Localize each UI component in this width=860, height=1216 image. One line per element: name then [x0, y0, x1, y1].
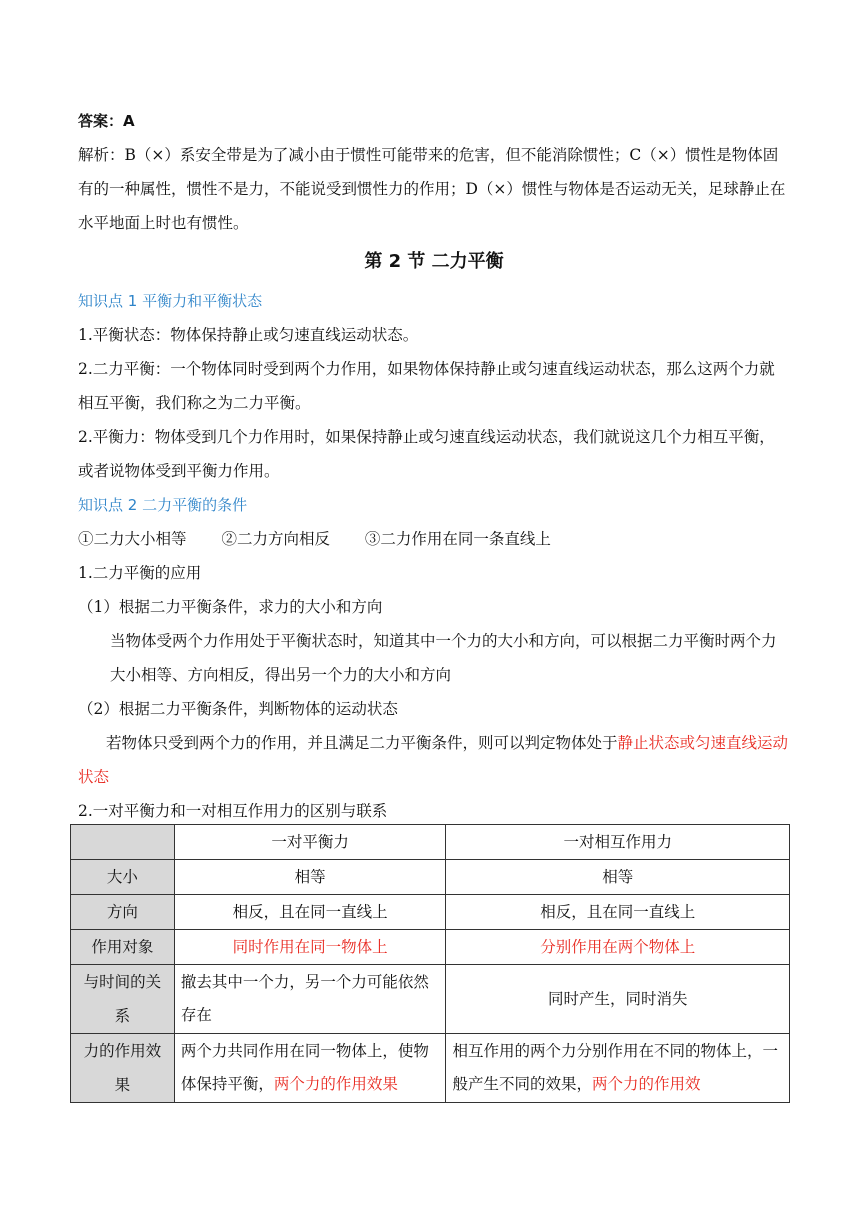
cell-direction-balance: 相反，且在同一直线上: [174, 895, 446, 930]
document-page: [78, 104, 790, 828]
table-row: [71, 895, 790, 930]
effect-balance-red: 两个力的作用效果: [273, 1075, 398, 1093]
cell-time-balance: 撤去其中一个力，另一个力可能依然存在: [174, 965, 446, 1034]
sub1-text: 当物体受两个力作用处于平衡状态时，知道其中一个力的大小和方向，可以根据二力平衡时两个力大小相等、方向相反，得出另一个力的大小和方向: [110, 632, 777, 684]
row-label-direction: 方向: [71, 895, 175, 930]
knowledge-point-2-title: 知识点 2 二力平衡的条件: [78, 496, 248, 514]
answer-line: 答案：A: [78, 112, 135, 130]
condition-1: ①二力大小相等: [78, 530, 187, 548]
row-label-object: 作用对象: [71, 930, 175, 965]
sub2-text: 若物体只受到两个力的作用，并且满足二力平衡条件，则可以判定物体处于: [106, 734, 618, 752]
cell-effect-balance: [174, 1034, 446, 1103]
kp1-item-2: 2.二力平衡：一个物体同时受到两个力作用，如果物体保持静止或匀速直线运动状态，那么这两个力就相互平衡，我们称之为二力平衡。: [78, 360, 775, 412]
comparison-table: [70, 824, 790, 1103]
cell-time-interaction: 同时产生，同时消失: [446, 965, 790, 1034]
row-label-time: 与时间的关系: [71, 965, 175, 1034]
cell-effect-interaction: [446, 1034, 790, 1103]
table-row: [71, 930, 790, 965]
effect-balance-text: 两个力共同作用在同一物体上，使物体保持平衡，: [180, 1042, 429, 1093]
kp1-item-1: 1.平衡状态：物体保持静止或匀速直线运动状态。: [78, 326, 419, 344]
cell-direction-interaction: 相反，且在同一直线上: [446, 895, 790, 930]
condition-2: ②二力方向相反: [221, 530, 330, 548]
effect-interaction-text: 相互作用的两个力分别作用在不同的物体上，一般产生不同的效果，: [452, 1042, 778, 1093]
sub2-title: （2）根据二力平衡条件，判断物体的运动状态: [78, 700, 398, 718]
section-title: 第 2 节 二力平衡: [364, 251, 504, 272]
table-header-balance: 一对平衡力: [174, 825, 446, 860]
table-row: [71, 1034, 790, 1103]
cell-size-balance: 相等: [174, 860, 446, 895]
cell-object-balance: 同时作用在同一物体上: [174, 930, 446, 965]
difference-title: 2.一对平衡力和一对相互作用力的区别与联系: [78, 802, 388, 820]
table-header-corner: [71, 825, 175, 860]
effect-interaction-red: 两个力的作用效: [591, 1075, 701, 1093]
table-row: [71, 965, 790, 1034]
kp1-item-3: 2.平衡力：物体受到几个力作用时，如果保持静止或匀速直线运动状态，我们就说这几个力相互平衡，或者说物体受到平衡力作用。: [78, 428, 775, 480]
row-label-size: 大小: [71, 860, 175, 895]
conditions-line: [78, 522, 790, 556]
knowledge-point-1-title: 知识点 1 平衡力和平衡状态: [78, 292, 263, 310]
sub2-red-text: 静止状态或匀速直线运动状态: [78, 734, 789, 786]
sub1-title: （1）根据二力平衡条件，求力的大小和方向: [78, 598, 383, 616]
cell-size-interaction: 相等: [446, 860, 790, 895]
condition-3: ③二力作用在同一条直线上: [364, 530, 551, 548]
table-header-interaction: 一对相互作用力: [446, 825, 790, 860]
cell-object-interaction: 分别作用在两个物体上: [446, 930, 790, 965]
sub2-paragraph: [78, 726, 790, 794]
table-row: [71, 860, 790, 895]
table-header-row: [71, 825, 790, 860]
row-label-effect: 力的作用效果: [71, 1034, 175, 1103]
application-title: 1.二力平衡的应用: [78, 564, 202, 582]
explanation-paragraph: 解析：B（×）系安全带是为了减小由于惯性可能带来的危害，但不能消除惯性；C（×）惯性是物体固有的一种属性，惯性不是力，不能说受到惯性力的作用；D（×）惯性与物体是否运动无关，足球静止在水平地面上时也有惯性。: [78, 146, 786, 232]
